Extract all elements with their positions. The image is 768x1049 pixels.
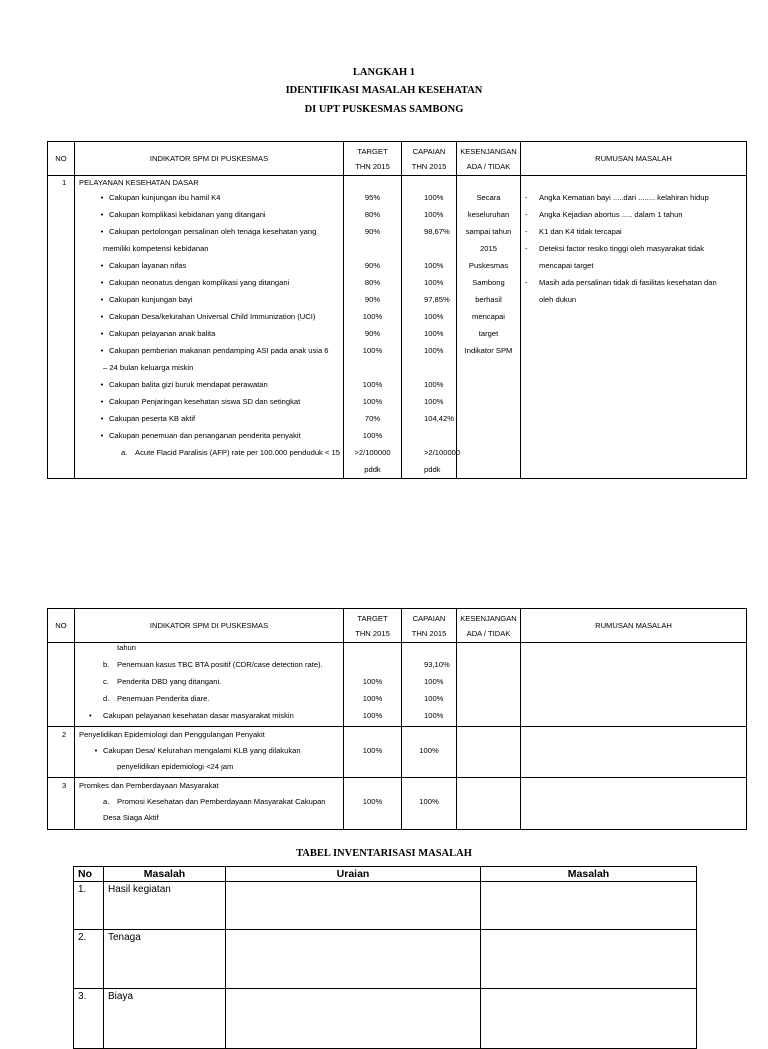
list-item-text: memiliki kompetensi kebidanan (103, 244, 209, 253)
target-cell: 100% (344, 778, 402, 830)
col-kesenjangan: KESENJANGAN ADA / TIDAK (457, 609, 521, 643)
capaian-cell: 100% (402, 727, 457, 778)
col-rumusan: RUMUSAN MASALAH (521, 142, 747, 176)
capaian-value: 100% (424, 312, 444, 321)
capaian-value: 100% (424, 329, 444, 338)
target-value: 100% (362, 346, 383, 355)
inv-no: 1. (74, 882, 104, 930)
inv-masalah: Biaya (104, 989, 226, 1049)
rumusan-item (521, 223, 746, 240)
inv-col-uraian: Uraian (226, 867, 481, 882)
table-row (48, 176, 747, 479)
list-item-text: Cakupan neonatus dengan komplikasi yang ditangani (109, 278, 290, 287)
inv-no: 3. (74, 989, 104, 1049)
col-capaian: CAPAIAN THN 2015 (402, 142, 457, 176)
capaian-value: 104,42% (424, 414, 454, 423)
row-number (48, 643, 75, 727)
inv-masalah: Tenaga (104, 930, 226, 989)
table-header-row (48, 142, 747, 176)
col-target: TARGET THN 2015 (344, 609, 402, 643)
inventaris-header-row (74, 867, 697, 882)
bullet (85, 431, 109, 440)
table-row (48, 727, 747, 778)
inv-col-masalah-2: Masalah (481, 867, 697, 882)
capaian-cell (402, 176, 461, 479)
col-kesenjangan: KESENJANGAN ADA / TIDAK (457, 142, 521, 176)
rumusan-item (521, 240, 746, 257)
capaian-value: 100% (424, 677, 444, 686)
list-item-text: Cakupan kunjungan ibu hamil K4 (109, 193, 221, 202)
target-value: 100% (362, 711, 383, 720)
target-value: 80% (364, 278, 381, 287)
capaian-value: 100% (424, 210, 444, 219)
inv-uraian (226, 882, 481, 930)
inv-no: 2. (74, 930, 104, 989)
col-target: TARGET THN 2015 (344, 142, 402, 176)
list-item (75, 274, 343, 291)
target-value: 100% (362, 694, 383, 703)
bullet (85, 380, 109, 389)
capaian-value (402, 240, 456, 257)
target-value: 90% (364, 329, 381, 338)
inv-masalah-2 (481, 989, 697, 1049)
table-header-row (48, 609, 747, 643)
rumusan-text: Angka Kematian bayi .....dari ........ kelahiran hidup (539, 193, 709, 202)
list-item-text: – 24 bulan keluarga miskin (103, 363, 194, 372)
capaian-cell (402, 643, 457, 727)
target-value (344, 639, 401, 656)
rumusan-cell (521, 727, 747, 778)
col-no: NO (48, 142, 75, 176)
row-number: 1 (48, 176, 75, 479)
rumusan-item (521, 291, 746, 308)
list-item-text: Penemuan kasus TBC BTA positif (CDR/case detection rate). (117, 660, 323, 669)
kesenjangan-text: sampai tahun (465, 227, 512, 236)
list-item (75, 656, 343, 673)
list-item (75, 393, 343, 410)
page-subtitle: IDENTIFIKASI MASALAH KESEHATAN (285, 85, 483, 96)
spm-table-2 (47, 608, 747, 830)
inventaris-title: TABEL INVENTARISASI MASALAH (296, 848, 472, 859)
target-value: 70% (364, 414, 381, 423)
list-item (75, 707, 343, 724)
table-row (74, 930, 697, 989)
col-rumusan: RUMUSAN MASALAH (521, 609, 747, 643)
target-value: 90% (364, 261, 381, 270)
kesenjangan-text: Secara (476, 193, 501, 202)
dash: - (525, 227, 528, 236)
list-item-text: Cakupan pelayanan kesehatan dasar masyarakat miskin (103, 711, 294, 720)
capaian-value (402, 639, 456, 656)
rumusan-text: K1 dan K4 tidak tercapai (539, 227, 622, 236)
capaian-value: 100% (424, 380, 444, 389)
spm-table-1 (47, 141, 747, 479)
rumusan-item (521, 257, 746, 274)
list-item-text: Cakupan penemuan dan penanganan penderita penyakit (109, 431, 301, 440)
rumusan-text: oleh dukun (539, 295, 577, 304)
inv-masalah-2 (481, 930, 697, 989)
list-item-text: Cakupan Desa/kelurahan Universal Child Immunization (UCI) (109, 312, 316, 321)
list-item-text: Cakupan komplikasi kebidanan yang ditangani (109, 210, 266, 219)
kesenjangan-text: Indikator SPM (464, 346, 513, 355)
capaian-value: 100% (424, 193, 444, 202)
item-label: d. (103, 694, 110, 703)
list-item (75, 257, 343, 274)
target-value: pddk (364, 465, 381, 474)
inv-uraian (226, 930, 481, 989)
inv-col-no: No (74, 867, 104, 882)
list-item-cont: Desa Siaga Aktif (103, 813, 159, 822)
inv-masalah: Hasil kegiatan (104, 882, 226, 930)
capaian-value: pddk (424, 465, 441, 474)
list-item-text: Penemuan Penderita diare. (117, 694, 210, 703)
kesenjangan-text: mencapai (472, 312, 505, 321)
bullet (85, 414, 109, 423)
list-item (75, 291, 343, 308)
list-item (75, 206, 343, 223)
rumusan-cell (521, 176, 747, 479)
kesenjangan-text: Sambong (472, 278, 505, 287)
table-row (48, 643, 747, 727)
capaian-value: 98,67% (424, 227, 450, 236)
bullet (85, 278, 109, 287)
rumusan-item (521, 189, 746, 206)
row-number: 3 (48, 778, 75, 830)
list-item (75, 342, 343, 359)
target-value: 90% (364, 227, 381, 236)
rumusan-text: Angka Kejadian abortus ..... dalam 1 tahun (539, 210, 683, 219)
item-label: • (89, 711, 92, 720)
capaian-value (402, 427, 456, 444)
list-item: • Cakupan Desa/ Kelurahan mengalami KLB yang dilakukan (75, 743, 343, 759)
rumusan-text: mencapai target (539, 261, 594, 270)
kesenjangan-cell (457, 778, 521, 830)
item-label: b. (103, 660, 110, 669)
list-item-text: Cakupan Penjaringan kesehatan siswa SD dan setingkat (109, 397, 301, 406)
capaian-value: >2/100000 (424, 448, 461, 457)
capaian-cell: 100% (402, 778, 457, 830)
target-value: 95% (364, 193, 381, 202)
inv-uraian (226, 989, 481, 1049)
section-title: Penyelidikan Epidemiologi dan Penggulangan Penyakit (79, 730, 265, 739)
list-item (75, 189, 343, 206)
capaian-value (402, 359, 456, 376)
bullet (85, 227, 109, 236)
list-item-text: tahun (117, 643, 137, 652)
target-value: 100% (362, 380, 383, 389)
list-item (75, 427, 343, 444)
indikator-list (75, 189, 343, 444)
col-no: NO (48, 609, 75, 643)
capaian-value: 100% (424, 694, 444, 703)
list-item-text: Cakupan kunjungan bayi (109, 295, 193, 304)
list-item-cont (75, 240, 343, 257)
target-cell (344, 643, 402, 727)
table-row (48, 778, 747, 830)
kesenjangan-cell (457, 643, 521, 727)
kesenjangan-cell (457, 727, 521, 778)
rumusan-text: Masih ada persalinan tidak di fasilitas kesehatan dan (539, 278, 717, 287)
target-value: >2/100000 (354, 448, 391, 457)
list-item (75, 639, 343, 656)
bullet (85, 193, 109, 202)
page-location: DI UPT PUSKESMAS SAMBONG (304, 104, 464, 115)
capaian-value: 100% (424, 261, 444, 270)
kesenjangan-text: berhasil (475, 295, 502, 304)
bullet (85, 397, 109, 406)
target-value (344, 656, 401, 673)
list-item-text: Cakupan peserta KB aktif (109, 414, 196, 423)
inv-masalah-2 (481, 882, 697, 930)
bullet (85, 210, 109, 219)
capaian-value: 100% (424, 397, 444, 406)
rumusan-text: Deteksi factor resiko tinggi oleh masyarakat tidak (539, 244, 705, 253)
page-title: LANGKAH 1 (352, 67, 416, 78)
kesenjangan-text: 2015 (480, 244, 497, 253)
bullet (85, 329, 109, 338)
list-item: a. Acute Flacid Paralisis (AFP) rate per 100.000 penduduk < 15 (121, 448, 340, 457)
inv-col-masalah: Masalah (104, 867, 226, 882)
target-value: 100% (362, 431, 383, 440)
item-label: c. (103, 677, 109, 686)
bullet (85, 346, 109, 355)
dash: - (525, 193, 528, 202)
rumusan-item (521, 206, 746, 223)
capaian-value: 93,10% (424, 660, 450, 669)
target-value: 90% (364, 295, 381, 304)
col-indikator: INDIKATOR SPM DI PUSKESMAS (75, 142, 344, 176)
col-capaian: CAPAIAN THN 2015 (402, 609, 457, 643)
bullet (85, 295, 109, 304)
list-item-text: Cakupan balita gizi buruk mendapat perawatan (109, 380, 268, 389)
list-item (75, 376, 343, 393)
rumusan-item (521, 274, 746, 291)
target-cell: 100% (344, 727, 402, 778)
list-item-cont: penyelidikan epidemiologi <24 jam (117, 762, 234, 771)
indikator-cell (75, 176, 344, 479)
list-item-cont (75, 359, 343, 376)
bullet (85, 312, 109, 321)
dash: - (525, 244, 528, 253)
row-number: 2 (48, 727, 75, 778)
kesenjangan-text: Puskesmas (468, 261, 509, 270)
indikator-cell (75, 643, 344, 727)
list-item-text: Cakupan pelayanan anak balita (109, 329, 216, 338)
capaian-value: 100% (424, 278, 444, 287)
list-item (75, 308, 343, 325)
list-item-text: Cakupan layanan nifas (109, 261, 187, 270)
list-item-text: Cakupan pertolongan persalinan oleh tenaga kesehatan yang (109, 227, 317, 236)
target-cell (344, 176, 402, 479)
col-indikator: INDIKATOR SPM DI PUSKESMAS (75, 609, 344, 643)
list-item (75, 410, 343, 427)
rumusan-cell (521, 643, 747, 727)
list-item (75, 325, 343, 342)
list-item-text: Penderita DBD yang ditangani. (117, 677, 222, 686)
target-value: 100% (362, 397, 383, 406)
indikator-cell (75, 778, 344, 830)
kesenjangan-text: keseluruhan (467, 210, 510, 219)
kesenjangan-text: target (478, 329, 499, 338)
section-title: Promkes dan Pemberdayaan Masyarakat (79, 781, 219, 790)
section-title: PELAYANAN KESEHATAN DASAR (79, 178, 199, 187)
target-value: 100% (362, 312, 383, 321)
indikator-cell (75, 727, 344, 778)
list-item-text: Cakupan pemberian makanan pendamping ASI pada anak usia 6 (109, 346, 329, 355)
inventaris-table (73, 866, 697, 1049)
target-value (344, 359, 401, 376)
target-value: 80% (364, 210, 381, 219)
capaian-value: 97,85% (424, 295, 450, 304)
rumusan-cell (521, 778, 747, 830)
list-item (75, 690, 343, 707)
list-item: a. Promosi Kesehatan dan Pemberdayaan Masyarakat Cakupan (103, 797, 326, 806)
dash: - (525, 210, 528, 219)
table-row (74, 989, 697, 1049)
kesenjangan-cell (457, 176, 521, 479)
capaian-value: 100% (424, 711, 444, 720)
target-value: 100% (362, 677, 383, 686)
bullet (85, 261, 109, 270)
list-item (75, 673, 343, 690)
table-row (74, 882, 697, 930)
dash: - (525, 278, 528, 287)
list-item (75, 223, 343, 240)
capaian-value: 100% (424, 346, 444, 355)
target-value (344, 240, 401, 257)
